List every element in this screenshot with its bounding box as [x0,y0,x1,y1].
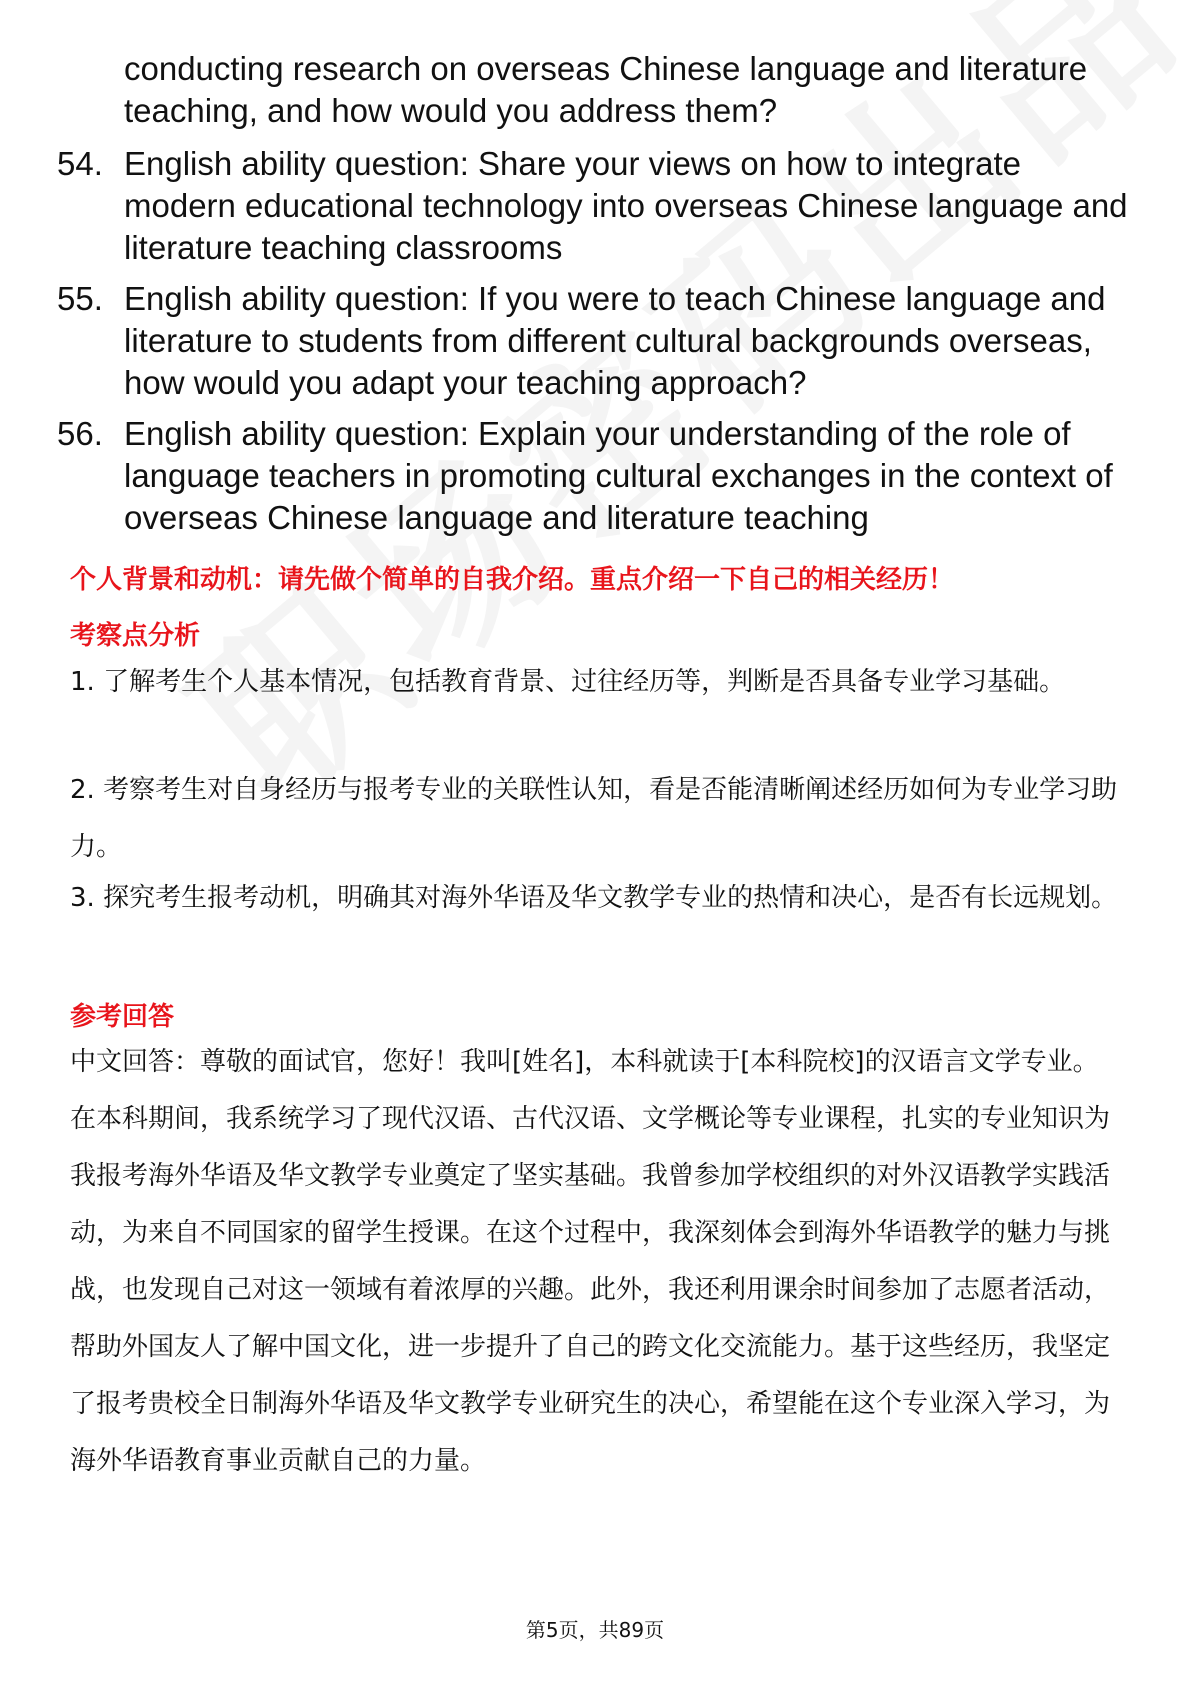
question-text: English ability question: Explain your understanding of the role of language teachers in promoting cultural exchanges in the context of overseas Chinese language and literature teaching [124,415,1113,536]
question-text: English ability question: Share your views on how to integrate modern educational technology into overseas Chinese language and literature teaching classrooms [124,145,1128,266]
question-55 [57,278,1137,404]
analysis-point-2: 2. 考察考生对自身经历与报考专业的关联性认知，看是否能清晰阐述经历如何为专业学习助力。 [70,775,1118,862]
page-footer: 第5页，共89页 [525,1618,665,1642]
analysis-point-3: 3. 探究考生报考动机，明确其对海外华语及华文教学专业的热情和决心，是否有长远规划。 [70,883,1118,913]
question-56 [57,413,1137,539]
question-53-continuation: conducting research on overseas Chinese language and literature teaching, and how would you address them? [124,50,1088,129]
analysis-heading: 考察点分析 [70,621,201,651]
question-number: 56. [57,415,103,452]
reference-heading: 参考回答 [70,1002,175,1032]
analysis-point-1: 1. 了解考生个人基本情况，包括教育背景、过往经历等，判断是否具备专业学习基础。 [70,667,1066,697]
reference-answer: 中文回答：尊敬的面试官，您好！我叫[姓名]，本科就读于[本科院校]的汉语言文学专业。在本科期间，我系统学习了现代汉语、古代汉语、文学概论等专业课程，扎实的专业知识为我报考海外华语及华文教学专业奠定了坚实基础。我曾参加学校组织的对外汉语教学实践活动，为来自不同国家的留学生授课。在这个过程中，我深刻体会到海外华语教学的魅力与挑战，也发现自己对这一领域有着浓厚的兴趣。此外，我还利用课余时间参加了志愿者活动，帮助外国友人了解中国文化，进一步提升了自己的跨文化交流能力。基于这些经历，我坚定了报考贵校全日制海外华语及华文教学专业研究生的决心，希望能在这个专业深入学习，为海外华语教育事业贡献自己的力量。 [70,1047,1111,1476]
question-number: 55. [57,280,103,317]
question-54 [57,143,1137,269]
question-number: 54. [57,145,103,182]
question-text: English ability question: If you were to teach Chinese language and literature to students from different cultural backgrounds overseas, how would you adapt your teaching approach? [124,280,1106,401]
section-title: 个人背景和动机：请先做个简单的自我介绍。重点介绍一下自己的相关经历！ [70,565,955,595]
